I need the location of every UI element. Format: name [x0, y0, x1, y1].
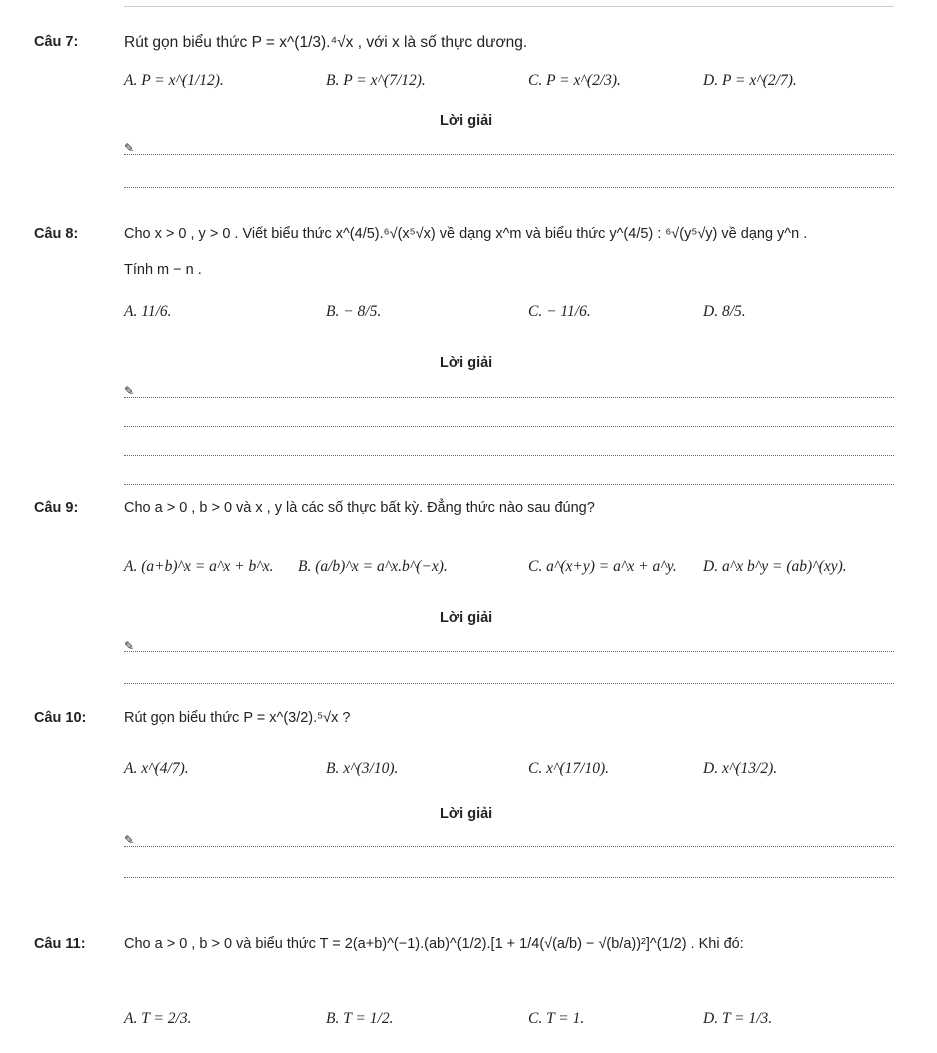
- answer-line: [124, 187, 894, 188]
- pencil-icon: ✎: [124, 384, 135, 398]
- q10-solution-label: Lời giải: [440, 806, 493, 822]
- answer-line: [124, 877, 894, 878]
- q10-option-d[interactable]: D. x^(13/2).: [703, 760, 778, 777]
- answer-line: [124, 426, 894, 427]
- question-9-number: Câu 9:: [34, 500, 79, 516]
- q9-option-c[interactable]: C. a^(x+y) = a^x + a^y.: [528, 558, 677, 575]
- answer-line: [124, 455, 894, 456]
- q7-option-b[interactable]: B. P = x^(7/12).: [326, 72, 426, 89]
- question-7-text: Rút gọn biểu thức P = x^(1/3).⁴√x , với x là số thực dương.: [124, 34, 528, 51]
- question-8-text: Cho x > 0 , y > 0 . Viết biểu thức x^(4/5).⁶√(x⁵√x) về dạng x^m và biểu thức y^(4/5) : ⁶√(y⁵√y) về dạng y^n .: [124, 226, 808, 242]
- top-rule: [124, 6, 894, 7]
- question-9-text: Cho a > 0 , b > 0 và x , y là các số thực bất kỳ. Đẳng thức nào sau đúng?: [124, 500, 595, 516]
- question-10-number: Câu 10:: [34, 710, 87, 726]
- question-11-number: Câu 11:: [34, 936, 86, 952]
- q7-option-a[interactable]: A. P = x^(1/12).: [124, 72, 224, 89]
- q10-option-b[interactable]: B. x^(3/10).: [326, 760, 399, 777]
- q7-option-d[interactable]: D. P = x^(2/7).: [703, 72, 797, 89]
- answer-line: [124, 683, 894, 684]
- pencil-icon: ✎: [124, 141, 135, 155]
- q10-option-a[interactable]: A. x^(4/7).: [124, 760, 189, 777]
- q8-option-c[interactable]: C. − 11/6.: [528, 303, 591, 320]
- q9-option-a[interactable]: A. (a+b)^x = a^x + b^x.: [124, 558, 274, 575]
- q8-option-d[interactable]: D. 8/5.: [703, 303, 746, 320]
- q9-option-b[interactable]: B. (a/b)^x = a^x.b^(−x).: [298, 558, 448, 575]
- question-7-number: Câu 7:: [34, 34, 79, 50]
- q11-option-d[interactable]: D. T = 1/3.: [703, 1010, 773, 1027]
- q11-option-b[interactable]: B. T = 1/2.: [326, 1010, 394, 1027]
- q9-solution-label: Lời giải: [440, 610, 493, 626]
- q9-option-d[interactable]: D. a^x b^y = (ab)^(xy).: [703, 558, 847, 575]
- question-10-text: Rút gọn biểu thức P = x^(3/2).⁵√x ?: [124, 710, 351, 726]
- q8-option-a[interactable]: A. 11/6.: [124, 303, 172, 320]
- pencil-icon: ✎: [124, 639, 135, 653]
- answer-line: [124, 846, 894, 847]
- answer-line: [124, 397, 894, 398]
- q11-option-a[interactable]: A. T = 2/3.: [124, 1010, 192, 1027]
- question-8-number: Câu 8:: [34, 226, 79, 242]
- answer-line: [124, 484, 894, 485]
- q7-option-c[interactable]: C. P = x^(2/3).: [528, 72, 621, 89]
- q10-option-c[interactable]: C. x^(17/10).: [528, 760, 610, 777]
- answer-line: [124, 651, 894, 652]
- q8-solution-label: Lời giải: [440, 355, 493, 371]
- question-8-text-2: Tính m − n .: [124, 262, 202, 278]
- q8-option-b[interactable]: B. − 8/5.: [326, 303, 382, 320]
- pencil-icon: ✎: [124, 833, 135, 847]
- answer-line: [124, 154, 894, 155]
- question-11-text: Cho a > 0 , b > 0 và biểu thức T = 2(a+b)^(−1).(ab)^(1/2).[1 + 1/4(√(a/b) − √(b/a))²]^(1/2) . Khi đó:: [124, 936, 744, 952]
- q7-solution-label: Lời giải: [440, 113, 493, 129]
- q11-option-c[interactable]: C. T = 1.: [528, 1010, 585, 1027]
